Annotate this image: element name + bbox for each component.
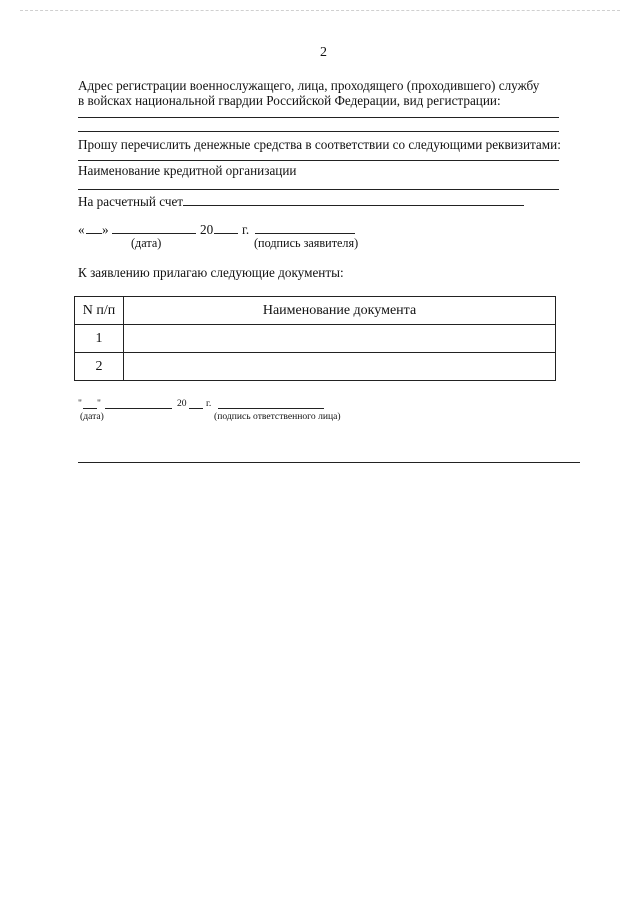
document-name-cell[interactable]	[124, 353, 556, 381]
document-name-cell[interactable]	[124, 325, 556, 353]
month-fill-line[interactable]	[112, 233, 196, 234]
page-number: 2	[320, 45, 327, 60]
account-label: На расчетный счет	[78, 194, 184, 209]
resp-day-fill-line[interactable]	[83, 408, 97, 409]
responsible-signature-caption: (подпись ответственного лица)	[214, 411, 341, 422]
resp-month-fill-line[interactable]	[105, 408, 172, 409]
date-caption: (дата)	[131, 236, 162, 250]
date-open-quote: «	[78, 222, 85, 237]
applicant-signature-line[interactable]	[255, 233, 355, 234]
day-fill-line[interactable]	[86, 233, 102, 234]
resp-year-prefix: 20	[177, 398, 187, 409]
address-fill-line-1[interactable]	[78, 117, 559, 118]
table-row	[75, 353, 556, 381]
resp-quote-open: "	[78, 398, 82, 409]
row-number-cell: 2	[75, 353, 124, 381]
address-label-line1: Адрес регистрации военнослужащего, лица, проходящего (проходившего) службу	[78, 78, 540, 93]
documents-table	[74, 296, 556, 381]
table-header-row	[75, 297, 556, 325]
scan-top-edge	[20, 10, 620, 11]
attachments-intro: К заявлению прилагаю следующие документы:	[78, 265, 344, 280]
resp-year-fill-line[interactable]	[189, 408, 203, 409]
column-header-document-name: Наименование документа	[124, 297, 556, 325]
account-fill-line[interactable]	[183, 205, 524, 206]
bottom-separator-line	[78, 462, 580, 463]
credit-org-label: Наименование кредитной организации	[78, 163, 297, 178]
year-suffix: г.	[242, 222, 250, 237]
year-prefix: 20	[200, 222, 214, 237]
resp-quote-close: "	[97, 398, 101, 409]
resp-date-caption: (дата)	[80, 411, 104, 422]
row-number-cell: 1	[75, 325, 124, 353]
address-fill-line-2[interactable]	[78, 131, 559, 132]
responsible-signature-line[interactable]	[218, 408, 324, 409]
address-label-line2: в войсках национальной гвардии Российской Федерации, вид регистрации:	[78, 93, 501, 108]
year-fill-line[interactable]	[214, 233, 238, 234]
request-text: Прошу перечислить денежные средства в соответствии со следующими реквизитами:	[78, 137, 561, 152]
credit-org-fill-line[interactable]	[78, 189, 559, 190]
resp-year-suffix: г.	[206, 398, 212, 409]
date-close-quote: »	[102, 222, 109, 237]
requisites-fill-line[interactable]	[78, 160, 559, 161]
table-row	[75, 325, 556, 353]
applicant-signature-caption: (подпись заявителя)	[254, 236, 359, 250]
column-header-number: N п/п	[75, 297, 124, 325]
